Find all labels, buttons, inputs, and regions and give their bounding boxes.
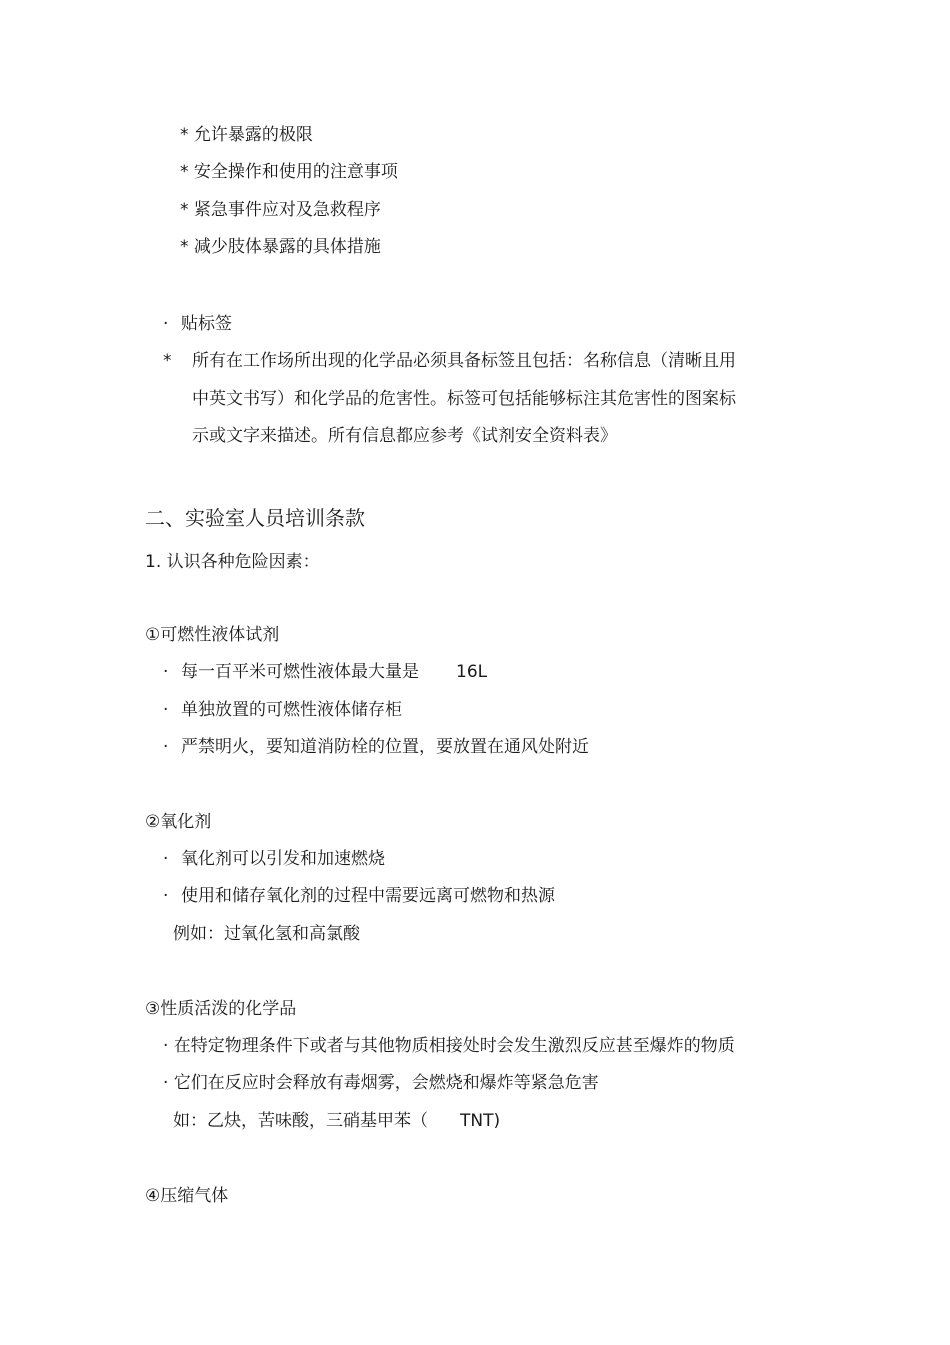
bullet-mark: · [163,849,169,869]
labeling-title: 贴标签 [181,314,232,334]
list-item: 严禁明火，要知道消防栓的位置，要放置在通风处附近 [181,737,589,757]
example-value: TNT) [460,1111,501,1131]
category-title-reactive: ③性质活泼的化学品 [145,999,297,1019]
list-item: · 它们在反应时会释放有毒烟雾，会燃烧和爆炸等紧急危害 [163,1073,599,1093]
list-item: * 安全操作和使用的注意事项 [180,162,398,182]
category-title-compressed: ④压缩气体 [145,1186,229,1206]
section-heading: 二、实验室人员培训条款 [145,506,365,530]
bullet-mark: · [163,662,169,682]
list-item: 每一百平米可燃性液体最大量是 [181,662,419,682]
list-item: · 在特定物理条件下或者与其他物质相接处时会发生激烈反应甚至爆炸的物质 [163,1036,735,1056]
list-item: * 允许暴露的极限 [180,125,313,145]
labeling-paragraph-line: 示或文字来描述。所有信息都应参考《试剂安全资料表》 [192,426,617,446]
list-item: 单独放置的可燃性液体储存柜 [181,700,402,720]
labeling-paragraph-line: 所有在工作场所出现的化学品必须具备标签且包括：名称信息（清晰且用 [192,351,736,371]
bullet-mark: · [163,700,169,720]
section-subheading: 1. 认识各种危险因素： [145,552,320,572]
category-title-flammable: ①可燃性液体试剂 [145,625,280,645]
example-line: 如：乙炔，苦味酸，三硝基甲苯（ [173,1111,428,1131]
example-line: 例如：过氧化氢和高氯酸 [173,924,360,944]
bullet-mark: · [163,314,169,334]
list-item: 氧化剂可以引发和加速燃烧 [181,849,385,869]
bullet-mark: · [163,737,169,757]
list-item: 使用和储存氧化剂的过程中需要远离可燃物和热源 [181,886,555,906]
max-volume-value: 16L [456,662,488,682]
star-mark: * [163,351,172,371]
labeling-paragraph-line: 中英文书写）和化学品的危害性。标签可包括能够标注其危害性的图案标 [192,389,736,409]
list-item: * 减少肢体暴露的具体措施 [180,237,381,257]
bullet-mark: · [163,886,169,906]
category-title-oxidizer: ②氧化剂 [145,812,212,832]
list-item: * 紧急事件应对及急救程序 [180,200,381,220]
